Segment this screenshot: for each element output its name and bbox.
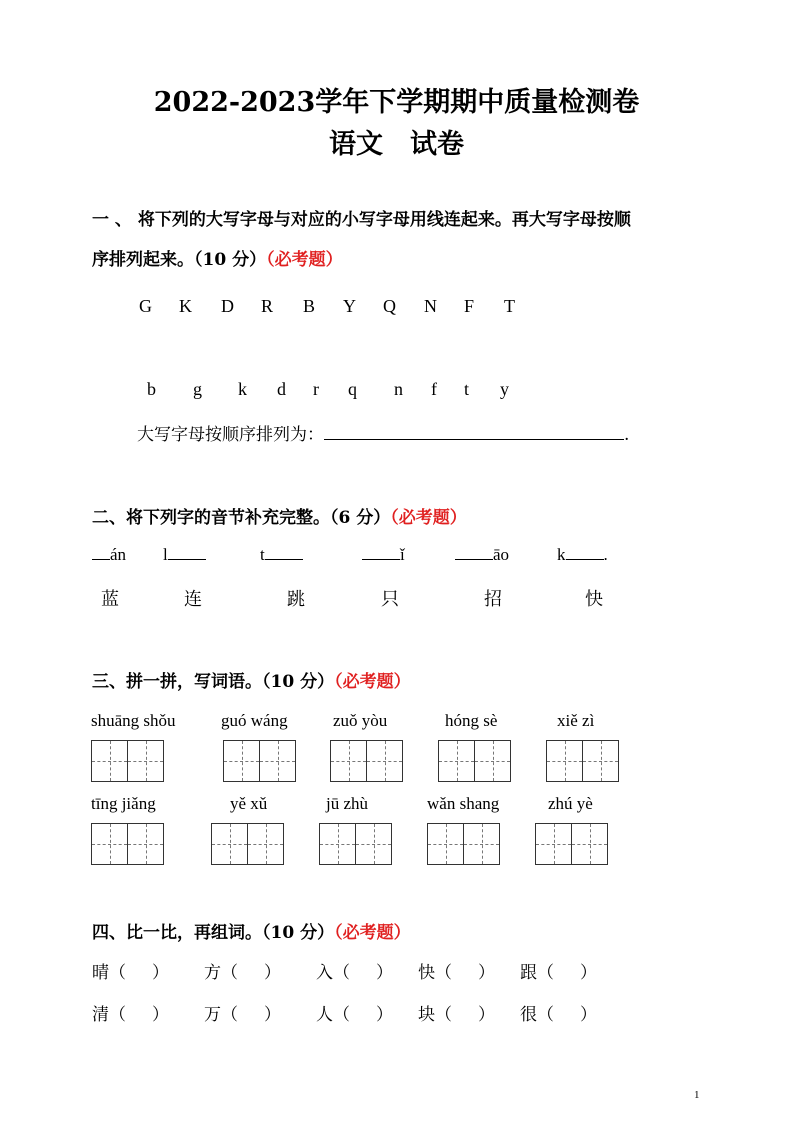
lowercase-letter: k bbox=[238, 379, 247, 399]
paren-close: ） bbox=[152, 963, 169, 983]
uppercase-letter: D bbox=[221, 296, 234, 316]
section-3-heading-text: 三、拼一拼，写词语。（10 分） bbox=[92, 672, 335, 692]
syllable-blank[interactable] bbox=[362, 545, 400, 560]
writing-grid[interactable] bbox=[535, 823, 608, 865]
pinyin-label: guó wáng bbox=[221, 711, 288, 730]
order-prompt: 大写字母按顺序排列为： bbox=[137, 425, 324, 445]
paren-open: （ bbox=[333, 963, 350, 983]
syllable-suffix: ǐ bbox=[400, 545, 405, 564]
compare-item bbox=[316, 958, 393, 983]
writing-grid[interactable] bbox=[546, 740, 619, 782]
compare-item bbox=[92, 1000, 169, 1025]
uppercase-letter: R bbox=[261, 296, 274, 316]
uppercase-letter: T bbox=[504, 296, 515, 316]
compare-character: 方 bbox=[204, 963, 221, 983]
syllable-item bbox=[455, 545, 509, 565]
compare-character: 块 bbox=[418, 1005, 435, 1025]
lowercase-letter: t bbox=[464, 379, 470, 399]
grid-cell[interactable] bbox=[260, 741, 295, 781]
paren-open: （ bbox=[537, 963, 554, 983]
paren-open: （ bbox=[109, 1005, 126, 1025]
writing-grid[interactable] bbox=[319, 823, 392, 865]
grid-cell[interactable] bbox=[356, 824, 391, 864]
page-title: 2022-2023学年下学期期中质量检测卷 bbox=[153, 87, 640, 118]
grid-cell[interactable] bbox=[128, 741, 163, 781]
lowercase-letter: b bbox=[147, 379, 156, 399]
grid-cell[interactable] bbox=[212, 824, 248, 864]
writing-grid[interactable] bbox=[427, 823, 500, 865]
lowercase-letter: y bbox=[500, 379, 509, 399]
paren-close: ） bbox=[152, 1005, 169, 1025]
required-tag: （必考题） bbox=[390, 508, 467, 528]
lowercase-letter: q bbox=[348, 379, 357, 399]
writing-grid[interactable] bbox=[223, 740, 296, 782]
required-tag: （必考题） bbox=[266, 250, 343, 270]
pinyin-label: tīng jiǎng bbox=[91, 794, 156, 813]
uppercase-letter: K bbox=[179, 296, 192, 316]
compare-item bbox=[418, 958, 495, 983]
syllable-blank[interactable] bbox=[92, 545, 110, 560]
compare-item bbox=[520, 958, 597, 983]
writing-grid[interactable] bbox=[91, 740, 164, 782]
syllable-prefix: t bbox=[260, 545, 265, 564]
uppercase-letter: B bbox=[303, 296, 316, 316]
answer-blank[interactable] bbox=[324, 423, 624, 440]
grid-cell[interactable] bbox=[475, 741, 510, 781]
grid-cell[interactable] bbox=[128, 824, 163, 864]
grid-cell[interactable] bbox=[224, 741, 260, 781]
grid-cell[interactable] bbox=[547, 741, 583, 781]
compare-character: 清 bbox=[92, 1005, 109, 1025]
uppercase-letter: G bbox=[139, 296, 152, 316]
section-2-heading bbox=[92, 503, 467, 528]
writing-grid[interactable] bbox=[211, 823, 284, 865]
syllable-item bbox=[163, 545, 206, 565]
syllable-prefix: k bbox=[557, 545, 566, 564]
pinyin-label: shuāng shǒu bbox=[91, 711, 176, 730]
pinyin-label: zhú yè bbox=[548, 794, 593, 813]
grid-cell[interactable] bbox=[583, 741, 618, 781]
syllable-character: 连 bbox=[184, 589, 202, 610]
syllable-character: 快 bbox=[585, 589, 603, 610]
section-1-heading-cont bbox=[92, 245, 343, 270]
compare-item bbox=[418, 1000, 495, 1025]
section-4-heading bbox=[92, 918, 411, 943]
paren-open: （ bbox=[435, 1005, 452, 1025]
compare-item bbox=[204, 958, 281, 983]
order-end: . bbox=[624, 425, 630, 445]
pinyin-label: xiě zì bbox=[557, 711, 595, 730]
syllable-character: 蓝 bbox=[101, 589, 119, 610]
syllable-item bbox=[260, 545, 303, 565]
paren-open: （ bbox=[221, 963, 238, 983]
lowercase-letter: d bbox=[277, 379, 286, 399]
section-4-heading-text: 四、比一比，再组词。（10 分） bbox=[92, 923, 335, 943]
required-tag: （必考题） bbox=[334, 672, 411, 692]
page-number: 1 bbox=[694, 1089, 700, 1101]
syllable-character: 招 bbox=[484, 589, 502, 610]
compare-character: 人 bbox=[316, 1005, 333, 1025]
lowercase-letter: r bbox=[313, 379, 319, 399]
paren-open: （ bbox=[537, 1005, 554, 1025]
paren-close: ） bbox=[580, 963, 597, 983]
writing-grid[interactable] bbox=[330, 740, 403, 782]
section-3-heading bbox=[92, 667, 411, 692]
compare-character: 很 bbox=[520, 1005, 537, 1025]
syllable-suffix: án bbox=[110, 545, 127, 564]
lowercase-letter: g bbox=[193, 379, 202, 399]
grid-cell[interactable] bbox=[367, 741, 402, 781]
grid-cell[interactable] bbox=[92, 741, 128, 781]
paren-open: （ bbox=[109, 963, 126, 983]
uppercase-letter: N bbox=[424, 296, 437, 316]
syllable-blank[interactable] bbox=[265, 545, 303, 560]
grid-cell[interactable] bbox=[536, 824, 572, 864]
grid-cell[interactable] bbox=[248, 824, 283, 864]
writing-grid[interactable] bbox=[438, 740, 511, 782]
syllable-item bbox=[557, 545, 608, 565]
required-tag: （必考题） bbox=[334, 923, 411, 943]
page-subtitle: 语文 试卷 bbox=[329, 129, 464, 160]
grid-cell[interactable] bbox=[428, 824, 464, 864]
grid-cell[interactable] bbox=[320, 824, 356, 864]
compare-item bbox=[204, 1000, 281, 1025]
syllable-item bbox=[362, 545, 405, 565]
paren-close: ） bbox=[376, 1005, 393, 1025]
grid-cell[interactable] bbox=[439, 741, 475, 781]
paren-close: ） bbox=[264, 1005, 281, 1025]
uppercase-letter: Y bbox=[343, 296, 356, 316]
section-2-heading-text: 二、将下列字的音节补充完整。（6 分） bbox=[92, 508, 391, 528]
compare-item bbox=[520, 1000, 597, 1025]
lowercase-letter: n bbox=[394, 379, 403, 399]
paren-open: （ bbox=[221, 1005, 238, 1025]
compare-character: 跟 bbox=[520, 963, 537, 983]
writing-grid[interactable] bbox=[91, 823, 164, 865]
grid-cell[interactable] bbox=[331, 741, 367, 781]
pinyin-label: jū zhù bbox=[326, 794, 369, 813]
section-1-heading: 一 、 将下列的大写字母与对应的小写字母用线连起来。再大写字母按顺 bbox=[92, 210, 631, 230]
compare-item bbox=[316, 1000, 393, 1025]
paren-close: ） bbox=[478, 1005, 495, 1025]
pinyin-label: hóng sè bbox=[445, 711, 498, 730]
syllable-prefix: l bbox=[163, 545, 168, 564]
paren-close: ） bbox=[376, 963, 393, 983]
syllable-suffix: . bbox=[603, 545, 608, 564]
syllable-blank[interactable] bbox=[455, 545, 493, 560]
paren-close: ） bbox=[478, 963, 495, 983]
pinyin-label: yě xǔ bbox=[230, 794, 268, 813]
uppercase-letter: Q bbox=[383, 296, 396, 316]
grid-cell[interactable] bbox=[92, 824, 128, 864]
paren-open: （ bbox=[333, 1005, 350, 1025]
lowercase-letter: f bbox=[431, 379, 437, 399]
syllable-character: 跳 bbox=[287, 589, 305, 610]
pinyin-label: zuǒ yòu bbox=[333, 711, 388, 730]
compare-character: 万 bbox=[204, 1005, 221, 1025]
uppercase-letter: F bbox=[464, 296, 475, 316]
grid-cell[interactable] bbox=[572, 824, 607, 864]
syllable-suffix: āo bbox=[493, 545, 510, 564]
compare-character: 快 bbox=[418, 963, 435, 983]
paren-close: ） bbox=[580, 1005, 597, 1025]
compare-character: 入 bbox=[316, 963, 333, 983]
paren-close: ） bbox=[264, 963, 281, 983]
grid-cell[interactable] bbox=[464, 824, 499, 864]
paren-open: （ bbox=[435, 963, 452, 983]
section-1-heading-text: 序排列起来。（10 分） bbox=[92, 250, 267, 270]
compare-character: 晴 bbox=[92, 963, 109, 983]
syllable-blank[interactable] bbox=[168, 545, 206, 560]
syllable-blank[interactable] bbox=[566, 545, 604, 560]
order-answer-line bbox=[137, 420, 629, 445]
syllable-character: 只 bbox=[381, 589, 399, 610]
pinyin-label: wǎn shang bbox=[427, 794, 500, 813]
compare-item bbox=[92, 958, 169, 983]
syllable-item bbox=[92, 545, 126, 565]
